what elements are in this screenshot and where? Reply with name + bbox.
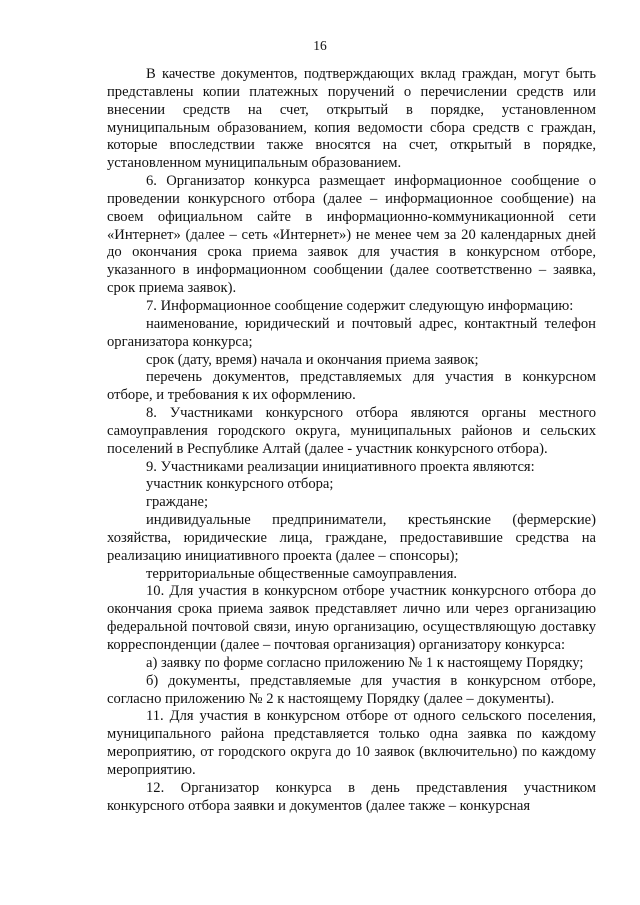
paragraph-item-11: 11. Для участия в конкурсном отборе от одного сельского поселения, муниципального района представляется только одна заявка по каждому мероприятию, от городского округа до 10 заявок (включительно) по каждому мероприятию. xyxy=(107,708,596,778)
paragraph-item-9: 9. Участниками реализации инициативного проекта являются: xyxy=(146,458,535,475)
paragraph-item-7-documents: перечень документов, представляемых для участия в конкурсном отборе, и требования к их оформлению. xyxy=(107,369,596,404)
paragraph-item-10: 10. Для участия в конкурсном отборе участник конкурсного отбора до окончания срока приема заявок представляет лично или через организацию федеральной почтовой связи, иную организацию, осуществляющую доставку корреспонденции (далее – почтовая организация) организатору конкурса: xyxy=(107,583,596,653)
paragraph-item-7-deadline: срок (дату, время) начала и окончания приема заявок; xyxy=(146,351,479,368)
paragraph-item-10-a: а) заявку по форме согласно приложению № 1 к настоящему Порядку; xyxy=(146,654,584,671)
paragraph-item-9-self-government: территориальные общественные самоуправления. xyxy=(146,565,458,582)
paragraph-item-7-organizer: наименование, юридический и почтовый адрес, контактный телефон организатора конкурса; xyxy=(107,315,596,350)
paragraph-item-10-b: б) документы, представляемые для участия в конкурсном отборе, согласно приложению № 2 к настоящему Порядку (далее – документы). xyxy=(107,672,596,707)
paragraph-item-9-citizens: граждане; xyxy=(146,494,209,511)
body-text xyxy=(107,66,596,815)
paragraph-item-9-sponsors: индивидуальные предприниматели, крестьянские (фермерские) хозяйства, юридические лица, граждане, предоставившие средства на реализацию инициативного проекта (далее – спонсоры); xyxy=(107,512,596,564)
paragraph-item-7: 7. Информационное сообщение содержит следующую информацию: xyxy=(146,297,574,314)
page-number: 16 xyxy=(313,38,327,53)
paragraph-contribution-documents: В качестве документов, подтверждающих вклад граждан, могут быть представлены копии платежных поручений о перечислении средств или внесении средств на счет, открытый в порядке, установленном муниципальным образованием, копия ведомости сбора средств с граждан, которые впоследствии также вносятся на счет, открытый в порядке, установленном муниципальным образованием. xyxy=(107,66,596,172)
paragraph-item-9-participant: участник конкурсного отбора; xyxy=(146,476,334,493)
paragraph-item-6: 6. Организатор конкурса размещает информационное сообщение о проведении конкурсного отбора (далее – информационное сообщение) на своем официальном сайте в информационно-коммуникационной сети «Интернет» (далее – сеть «Интернет») не менее чем за 20 календарных дней до окончания срока приема заявок для участия в конкурсном отборе, указанного в информационном сообщении (далее соответственно – заявка, срок приема заявок). xyxy=(107,173,596,297)
paragraph-item-8: 8. Участниками конкурсного отбора являются органы местного самоуправления городского округа, муниципальных районов и сельских поселений в Республике Алтай (далее - участник конкурсного отбора). xyxy=(107,405,596,457)
paragraph-item-12: 12. Организатор конкурса в день представления участником конкурсного отбора заявки и документов (далее также – конкурсная xyxy=(107,779,596,814)
